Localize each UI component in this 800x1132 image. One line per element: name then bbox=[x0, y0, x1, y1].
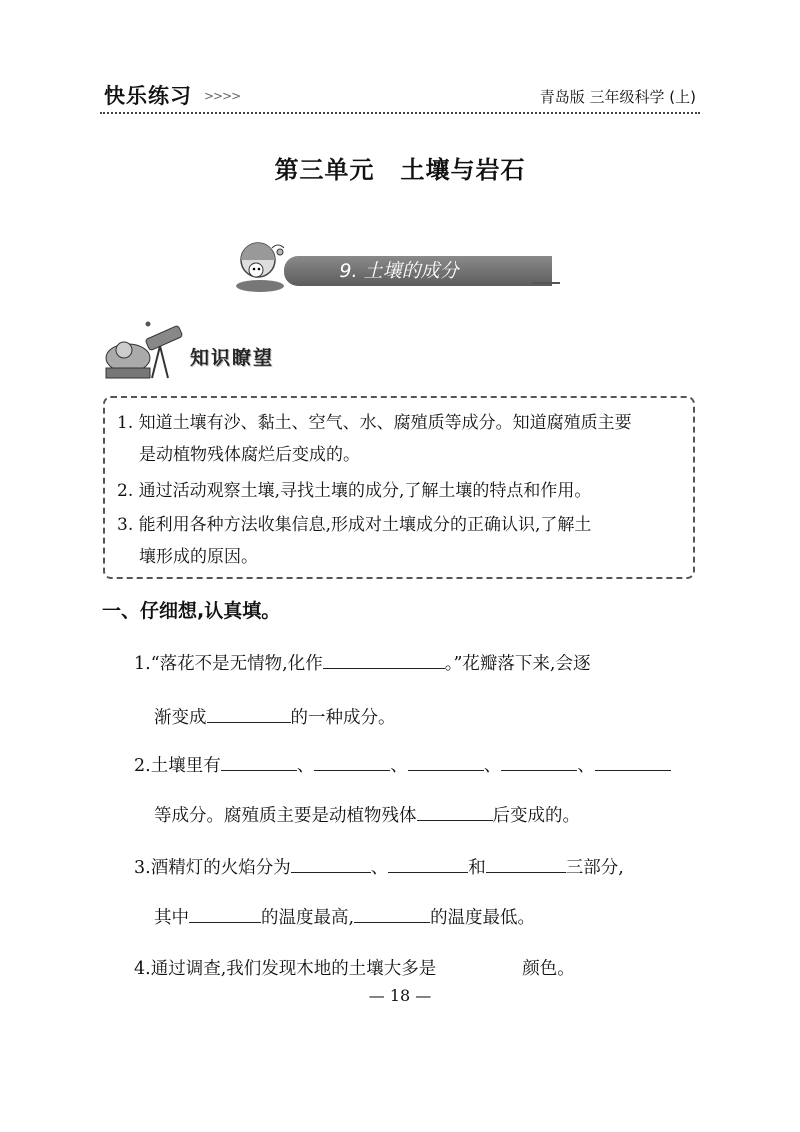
banner-underline bbox=[532, 282, 560, 284]
answer-blank[interactable] bbox=[291, 852, 371, 873]
brand-title: 快乐练习 bbox=[104, 84, 192, 108]
answer-blank[interactable] bbox=[388, 852, 468, 873]
answer-blank[interactable] bbox=[314, 750, 390, 771]
question-text: 通过调查,我们发现木地的土壤大多是 bbox=[150, 959, 437, 979]
question-number: 4. bbox=[134, 959, 151, 979]
question-text: 的温度最高, bbox=[261, 908, 355, 928]
answer-blank[interactable] bbox=[436, 954, 522, 974]
question-text: “落花不是无情物,化作 bbox=[150, 654, 323, 674]
knowledge-label: 知识瞭望 bbox=[190, 347, 275, 369]
learning-goals-box bbox=[103, 396, 695, 579]
answer-blank[interactable] bbox=[207, 702, 291, 723]
lesson-title: 9. 土壤的成分 bbox=[339, 260, 459, 282]
answer-blank[interactable] bbox=[408, 750, 484, 771]
question-1-line-2 bbox=[154, 702, 396, 732]
unit-name: 土壤与岩石 bbox=[400, 155, 526, 184]
goal-line: 壤形成的原因。 bbox=[139, 547, 258, 567]
question-text: 颜色。 bbox=[522, 959, 575, 979]
question-text: 三部分, bbox=[565, 858, 624, 878]
lesson-title-bar bbox=[284, 256, 552, 286]
unit-label: 第三单元 bbox=[274, 155, 375, 184]
question-text: 后变成的。 bbox=[492, 806, 580, 826]
question-text: 土壤里有 bbox=[150, 756, 221, 776]
page-header bbox=[100, 78, 700, 114]
answer-blank[interactable] bbox=[221, 750, 297, 771]
question-text: 的温度最低。 bbox=[430, 908, 536, 928]
answer-blank[interactable] bbox=[417, 800, 493, 821]
question-2-line-1 bbox=[134, 750, 671, 780]
goal-line: 2. 通过活动观察土壤,寻找土壤的成分,了解土壤的特点和作用。 bbox=[117, 481, 592, 501]
separator: 、 bbox=[296, 756, 315, 776]
edition-label: 青岛版 三年级科学 (上) bbox=[539, 88, 696, 106]
answer-blank[interactable] bbox=[486, 852, 566, 873]
answer-blank[interactable] bbox=[501, 750, 577, 771]
question-number: 3. bbox=[134, 858, 151, 878]
goal-line: 1. 知道土壤有沙、黏土、空气、水、腐殖质等成分。知道腐殖质主要 bbox=[117, 413, 632, 433]
answer-blank[interactable] bbox=[595, 750, 671, 771]
question-3-line-2 bbox=[154, 902, 535, 932]
knowledge-banner bbox=[102, 318, 302, 388]
question-text: 酒精灯的火焰分为 bbox=[150, 858, 291, 878]
mascot-icon bbox=[232, 238, 292, 294]
section-heading: 一、仔细想,认真填。 bbox=[102, 600, 281, 622]
separator: 、 bbox=[483, 756, 502, 776]
question-1-line-1 bbox=[134, 648, 590, 678]
question-text: 其中 bbox=[154, 908, 189, 928]
page-number: — 18 — bbox=[368, 986, 432, 1005]
question-4-line-1 bbox=[134, 954, 575, 983]
separator: 、 bbox=[370, 858, 389, 878]
goal-line: 是动植物残体腐烂后变成的。 bbox=[139, 445, 360, 465]
lesson-banner bbox=[232, 238, 562, 294]
separator: 、 bbox=[390, 756, 408, 776]
answer-blank[interactable] bbox=[323, 648, 445, 669]
answer-blank[interactable] bbox=[189, 902, 261, 923]
separator: 、 bbox=[577, 756, 595, 776]
goal-line: 3. 能利用各种方法收集信息,形成对土壤成分的正确认识,了解土 bbox=[117, 515, 592, 535]
telescope-icon bbox=[102, 318, 188, 382]
chevron-decoration: >>>> bbox=[204, 89, 241, 103]
question-text: 的一种成分。 bbox=[290, 708, 396, 728]
answer-blank[interactable] bbox=[354, 902, 430, 923]
question-3-line-1 bbox=[134, 852, 624, 882]
question-number: 1. bbox=[134, 654, 151, 674]
question-2-line-2 bbox=[154, 800, 580, 830]
question-text: 等成分。腐殖质主要是动植物残体 bbox=[154, 806, 417, 826]
question-text: 渐变成 bbox=[154, 708, 207, 728]
unit-title bbox=[0, 150, 800, 185]
question-text: 和 bbox=[468, 858, 486, 878]
question-number: 2. bbox=[134, 756, 151, 776]
header-divider bbox=[100, 112, 700, 114]
question-text: 。”花瓣落下来,会逐 bbox=[444, 654, 591, 674]
